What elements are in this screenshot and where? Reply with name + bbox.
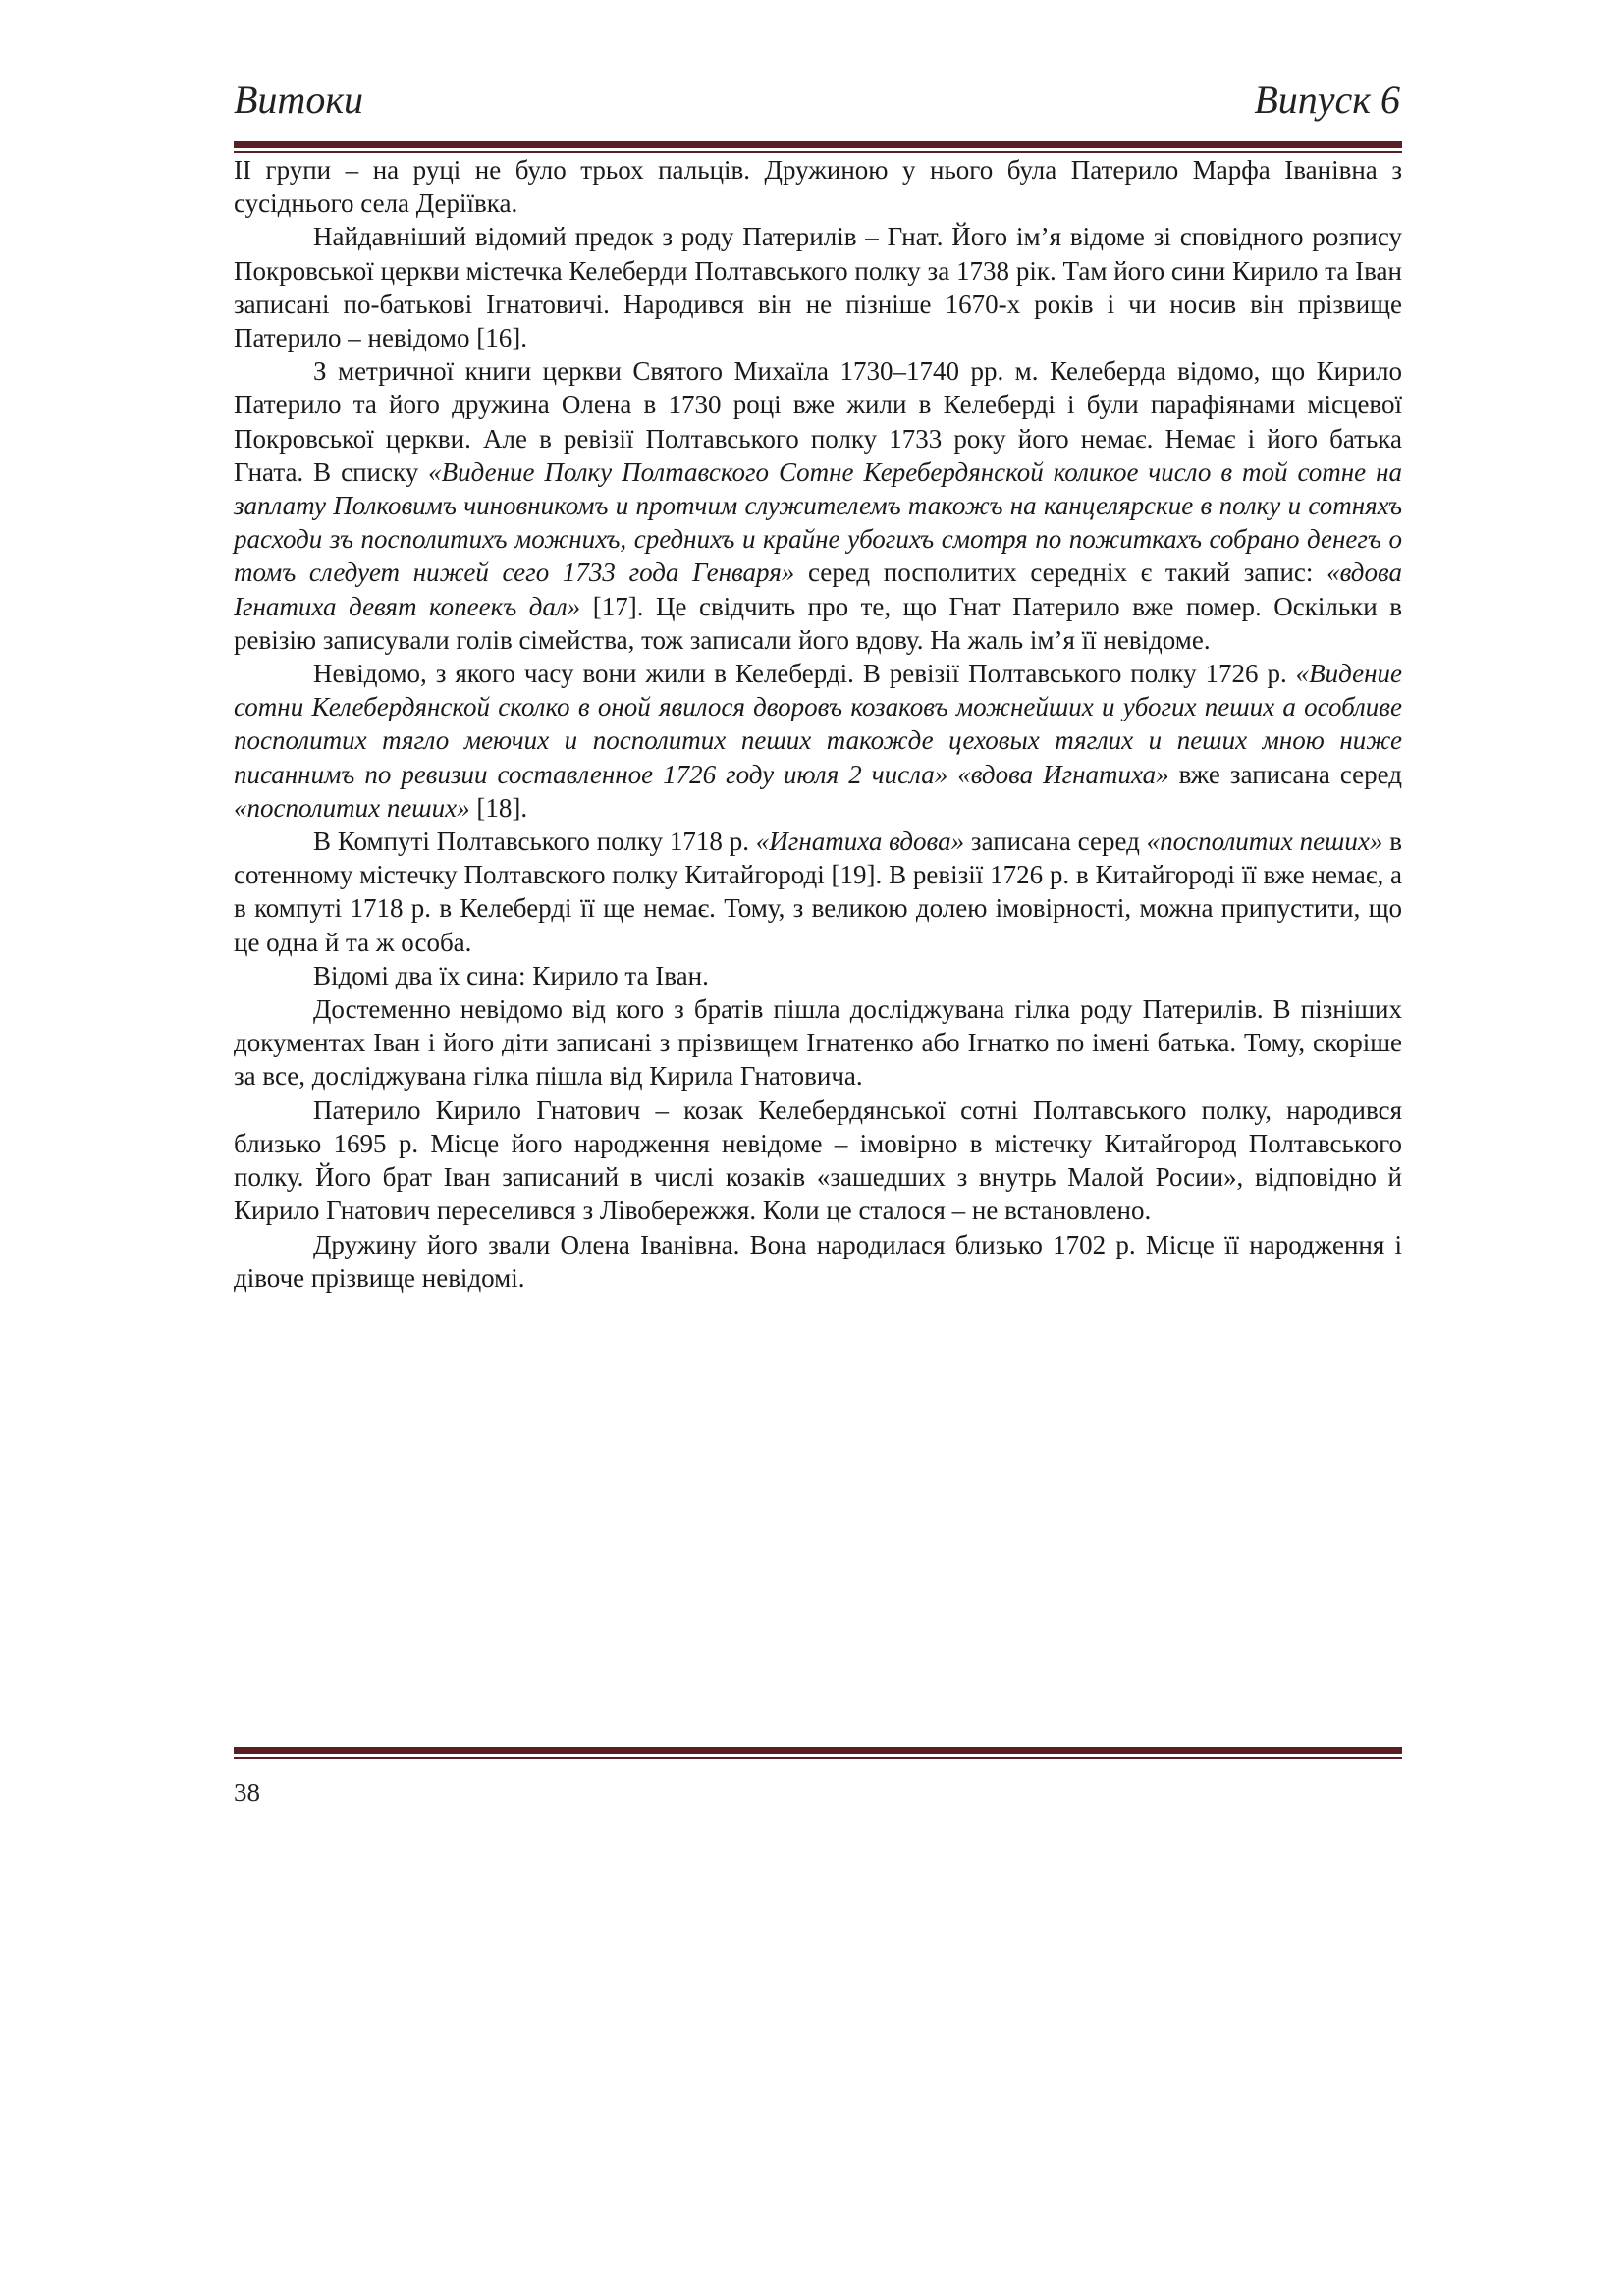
- paragraph: [234, 153, 1402, 220]
- quoted-source-text: «Видение Полку Полтавского Сотне Керебердянской коликое число в той сотне на заплату Полковимъ чиновникомъ и протчим служителемъ такожъ на канцелярские в полку и сотняхъ расходи зъ посполитихъ можнихъ, среднихъ и крайне убогихъ смотря по пожиткахъ собрано денегъ о томъ следует нижей сего 1733 года Генваря»: [234, 456, 1402, 588]
- paragraph-text: В Компуті Полтавського полку 1718 р.: [313, 827, 756, 857]
- paragraph-text: Патерило Кирило Гнатович – козак Келебердянської сотні Полтавського полку, народився близько 1695 р. Місце його народження невідоме – імовірно в містечку Китайгород Полтавського полку. Його брат Іван записаний в числі козаків «зашедших з внутрь Малой Росии», відповідно й Кирило Гнатович переселився з Лівобережжя. Коли це сталося – не встановлено.: [234, 1095, 1402, 1226]
- footer-rule: [234, 1747, 1402, 1759]
- paragraph-text: [17]. Це свідчить про те, що Гнат Патерило вже помер. Оскільки в ревізію записували голів сімейства, тож записали його вдову. На жаль ім’я її невідоме.: [234, 591, 1403, 655]
- paragraph-text: серед посполитих середніх є такий запис:: [794, 558, 1327, 588]
- paragraph-text: Невідомо, з якого часу вони жили в Келеберді. В ревізії Полтавського полку 1726 р.: [313, 659, 1296, 689]
- quoted-source-text: «вдова Ігнатиха девят копеекъ дал»: [234, 558, 1402, 621]
- paragraph: [234, 992, 1402, 1094]
- article-body: [234, 153, 1402, 1295]
- paragraph: [234, 959, 1402, 992]
- paragraph: [234, 1228, 1402, 1295]
- paragraph-text: в сотенному містечку Полтавского полку Китайгороді [19]. В ревізії 1726 р. в Китайгороді її вже немає, а в компуті 1718 р. в Келеберді її ще немає. Тому, з великою долею імовірності, можна припустити, що це одна й та ж особа.: [234, 827, 1403, 957]
- paragraph-text: Достеменно невідомо від кого з братів пішла досліджувана гілка роду Патерилів. В пізніших документах Іван і його діти записані з прізвищем Ігнатенко або Ігнатко по імені батька. Тому, скоріше за все, досліджувана гілка пішла від Кирила Гнатовича.: [234, 994, 1402, 1092]
- quoted-source-text: «Игнатиха вдова»: [755, 827, 965, 857]
- paragraph: [234, 354, 1402, 657]
- paragraph-text: вже записана серед: [1168, 759, 1402, 789]
- issue-number: Випуск 6: [1254, 78, 1400, 122]
- paragraph-text: Найдавніший відомий предок з роду Патерилів – Гнат. Його ім’я відоме зі сповідного розпису Покровської церкви містечка Келеберди Полтавського полку за 1738 рік. Там його сини Кирило та Іван записані по-батькові Ігнатовичі. Народився він не пізніше 1670-х років і чи носив він прізвище Патерило – невідомо [16].: [234, 222, 1402, 353]
- paragraph-text: Дружину його звали Олена Іванівна. Вона народилася близько 1702 р. Місце її народження і дівоче прізвище невідомі.: [234, 1229, 1402, 1293]
- quoted-source-text: «посполитих пеших»: [234, 792, 470, 823]
- running-header: [234, 77, 1400, 135]
- journal-title: Витоки: [234, 78, 364, 122]
- paragraph-text: записана серед: [964, 827, 1147, 857]
- quoted-source-text: «посполитих пеших»: [1146, 827, 1383, 857]
- paragraph: [234, 1094, 1402, 1228]
- paragraph-text: [18].: [469, 792, 528, 823]
- paragraph-text: Відомі два їх сина: Кирило та Іван.: [313, 960, 709, 990]
- paragraph-text: ІІ групи – на руці не було трьох пальців. Дружиною у нього була Патерило Марфа Іванівна з сусіднього села Деріївка.: [234, 155, 1402, 219]
- quoted-source-text: «Видение сотни Келебердянской сколко в оной явилося дворовъ козаковъ можнейших и убогих пеших а особливе посполитих тягло меючих и посполитих пеших такожде цеховых тяглих и пеших мною ниже писаннимъ по ревизии составленное 1726 году июля 2 числа» «вдова Игнатиха»: [234, 659, 1402, 789]
- page-number: 38: [234, 1778, 260, 1807]
- paragraph-text: З метричної книги церкви Святого Михаїла 1730–1740 рр. м. Келеберда відомо, що Кирило Патерило та його дружина Олена в 1730 році вже жили в Келеберді і були парафіянами місцевої Покровської церкви. Але в ревізії Полтавського полку 1733 року його немає. Немає і його батька Гната. В списку: [234, 356, 1402, 487]
- paragraph: [234, 657, 1402, 825]
- header-rule: [234, 141, 1402, 153]
- paragraph: [234, 825, 1402, 959]
- paragraph: [234, 220, 1402, 354]
